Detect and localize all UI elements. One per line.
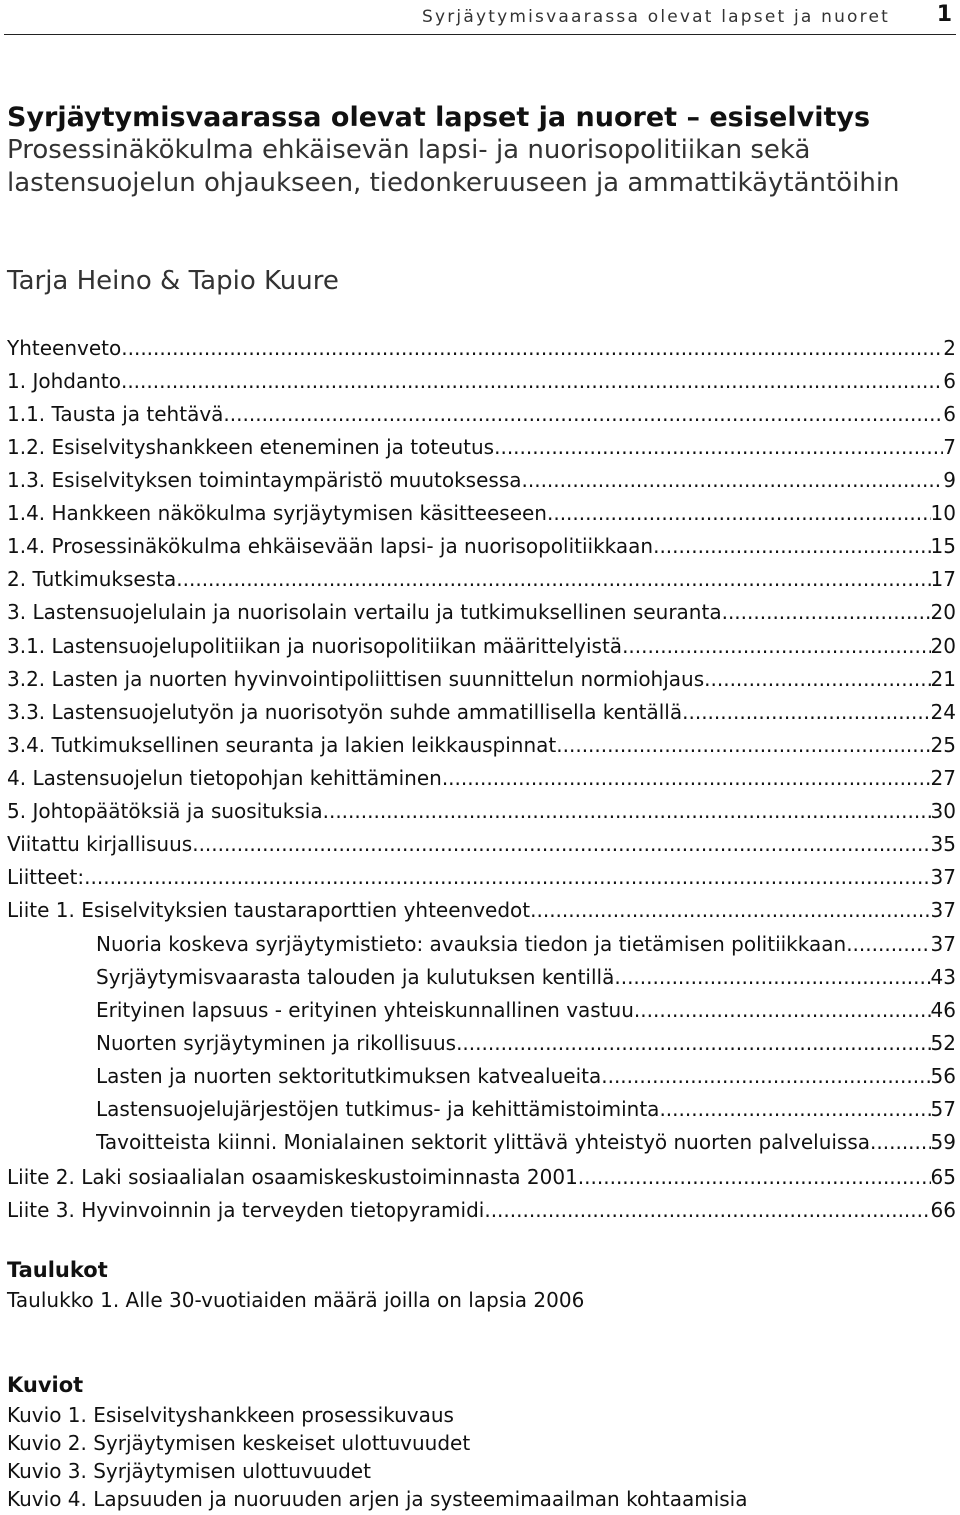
toc-entry-title: 1.4. Hankkeen näkökulma syrjäytymisen käsitteeseen (7, 501, 547, 525)
toc-entry[interactable] (7, 762, 956, 795)
toc-entry-page: 46 (930, 998, 956, 1022)
figure-list-item: Kuvio 2. Syrjäytymisen keskeiset ulottuvuudet (7, 1431, 471, 1455)
toc-entry-title: 3.4. Tutkimuksellinen seuranta ja lakien leikkauspinnat (7, 733, 557, 757)
figure-list-item: Kuvio 1. Esiselvityshankkeen prosessikuvaus (7, 1403, 454, 1427)
toc-entry-page: 43 (930, 965, 956, 989)
toc-entry[interactable] (7, 696, 956, 729)
toc-entry[interactable] (7, 563, 956, 596)
toc-entry-title: Lastensuojelujärjestöjen tutkimus- ja kehittämistoiminta (96, 1097, 660, 1121)
toc-leader-dots (192, 828, 930, 861)
toc-entry[interactable] (7, 431, 956, 464)
toc-leader-dots (578, 1161, 931, 1194)
toc-leader-dots (556, 729, 930, 762)
toc-entry-page: 56 (930, 1064, 956, 1088)
toc-entry[interactable] (7, 1161, 956, 1194)
toc-entry-page: 2 (943, 336, 956, 360)
toc-entry-title: 1.3. Esiselvityksen toimintaympäristö muutoksessa (7, 468, 522, 492)
toc-entry-page: 37 (930, 932, 956, 956)
toc-entry[interactable] (7, 497, 956, 530)
toc-entry[interactable] (7, 365, 956, 398)
toc-entry-page: 17 (930, 567, 956, 591)
running-title: Syrjäytymisvaarassa olevat lapset ja nuoret (421, 7, 890, 27)
toc-entry[interactable] (96, 961, 956, 994)
toc-entry-title: 5. Johtopäätöksiä ja suosituksia (7, 799, 323, 823)
toc-entry-title: 4. Lastensuojelun tietopohjan kehittäminen (7, 766, 442, 790)
toc-leader-dots (870, 1126, 931, 1159)
figure-list-item: Kuvio 4. Lapsuuden ja nuoruuden arjen ja systeemimaailman kohtaamisia (7, 1487, 748, 1511)
toc-leader-dots (456, 1027, 930, 1060)
toc-leader-dots (323, 795, 931, 828)
toc-entry[interactable] (7, 861, 956, 894)
toc-leader-dots (494, 431, 943, 464)
tables-heading: Taulukot (7, 1258, 108, 1282)
toc-entry-title: 1.2. Esiselvityshankkeen eteneminen ja toteutus (7, 435, 495, 459)
toc-entry-page: 25 (930, 733, 956, 757)
toc-entry[interactable] (96, 994, 956, 1027)
toc-leader-dots (722, 596, 931, 629)
toc-entry-page: 30 (930, 799, 956, 823)
toc-entry-title: Nuorten syrjäytyminen ja rikollisuus (96, 1031, 457, 1055)
toc-entry-page: 66 (930, 1198, 956, 1222)
toc-leader-dots (614, 961, 930, 994)
toc-leader-dots (84, 861, 930, 894)
toc-entry-page: 10 (930, 501, 956, 525)
title-block (7, 101, 947, 200)
toc-entry[interactable] (7, 530, 956, 563)
toc-entry-page: 57 (930, 1097, 956, 1121)
toc-entry-title: Liite 3. Hyvinvoinnin ja terveyden tietopyramidi (7, 1198, 485, 1222)
toc-entry-title: Viitattu kirjallisuus (7, 832, 193, 856)
toc-entry[interactable] (7, 630, 956, 663)
toc-entry-page: 21 (930, 667, 956, 691)
toc-entry-page: 35 (930, 832, 956, 856)
toc-entry-page: 52 (930, 1031, 956, 1055)
toc-entry-title: 2. Tutkimuksesta (7, 567, 177, 591)
running-header (0, 0, 960, 40)
toc-leader-dots (121, 365, 943, 398)
toc-entry[interactable] (7, 828, 956, 861)
toc-leader-dots (704, 663, 930, 696)
toc-entry-page: 9 (943, 468, 956, 492)
toc-entry[interactable] (7, 596, 956, 629)
toc-entry-title: 1.1. Tausta ja tehtävä (7, 402, 224, 426)
toc-entry-page: 20 (930, 600, 956, 624)
toc-entry-page: 37 (930, 898, 956, 922)
toc-entry[interactable] (96, 1126, 956, 1159)
toc-entry[interactable] (96, 1060, 956, 1093)
toc-entry[interactable] (7, 729, 956, 762)
toc-entry[interactable] (96, 1027, 956, 1060)
table-list-item: Taulukko 1. Alle 30-vuotiaiden määrä joilla on lapsia 2006 (7, 1288, 585, 1312)
toc-leader-dots (601, 1060, 930, 1093)
toc-entry[interactable] (7, 894, 956, 927)
toc-leader-dots (530, 894, 930, 927)
toc-entry-title: Yhteenveto (7, 336, 122, 360)
toc-leader-dots (442, 762, 931, 795)
toc-entry-title: 3.2. Lasten ja nuorten hyvinvointipoliittisen suunnittelun normiohjaus (7, 667, 705, 691)
document-subtitle-line-2: lastensuojelun ohjaukseen, tiedonkeruuseen ja ammattikäytäntöihin (7, 168, 900, 198)
toc-entry-page: 6 (943, 369, 956, 393)
toc-leader-dots (176, 563, 930, 596)
document-title: Syrjäytymisvaarassa olevat lapset ja nuoret – esiselvitys (7, 102, 871, 133)
header-rule (4, 34, 956, 35)
toc-entry-page: 6 (943, 402, 956, 426)
toc-leader-dots (622, 630, 930, 663)
toc-leader-dots (121, 332, 943, 365)
toc-entry-title: 1. Johdanto (7, 369, 121, 393)
toc-leader-dots (653, 530, 930, 563)
toc-entry-page: 37 (930, 865, 956, 889)
document-subtitle-line-1: Prosessinäkökulma ehkäisevän lapsi- ja nuorisopolitiikan sekä (7, 135, 811, 165)
toc-entry-page: 24 (930, 700, 956, 724)
toc-entry-title: Liite 1. Esiselvityksien taustaraporttien yhteenvedot (7, 898, 531, 922)
toc-leader-dots (659, 1093, 930, 1126)
toc-entry[interactable] (7, 663, 956, 696)
toc-entry-title: Nuoria koskeva syrjäytymistieto: avauksia tiedon ja tietämisen politiikkaan (96, 932, 847, 956)
toc-entry-title: Liite 2. Laki sosiaalialan osaamiskeskustoiminnasta 2001 (7, 1165, 578, 1189)
toc-leader-dots (547, 497, 931, 530)
toc-entry-title: Tavoitteista kiinni. Monialainen sektorit ylittävä yhteistyö nuorten palveluissa (96, 1130, 871, 1154)
toc-leader-dots (634, 994, 931, 1027)
toc-entry-title: 3.1. Lastensuojelupolitiikan ja nuorisopolitiikan määrittelyistä (7, 634, 623, 658)
toc-leader-dots (846, 928, 930, 961)
toc-entry-title: Syrjäytymisvaarasta talouden ja kulutuksen kentillä (96, 965, 615, 989)
toc-entry-title: Liitteet: (7, 865, 85, 889)
toc-entry[interactable] (96, 928, 956, 961)
toc-entry[interactable] (7, 398, 956, 431)
toc-entry[interactable] (7, 464, 956, 497)
toc-entry[interactable] (7, 1194, 956, 1227)
toc-leader-dots (522, 464, 944, 497)
toc-entry-page: 7 (943, 435, 956, 459)
toc-entry-page: 15 (930, 534, 956, 558)
toc-entry-title: 3.3. Lastensuojelutyön ja nuorisotyön suhde ammatillisella kentällä (7, 700, 683, 724)
authors: Tarja Heino & Tapio Kuure (7, 266, 339, 296)
toc-entry[interactable] (7, 332, 956, 365)
toc-leader-dots (223, 398, 943, 431)
toc-entry-page: 20 (930, 634, 956, 658)
page-number: 1 (936, 2, 952, 27)
toc-entry[interactable] (7, 795, 956, 828)
toc-leader-dots (682, 696, 930, 729)
toc-entry-title: Lasten ja nuorten sektoritutkimuksen katvealueita (96, 1064, 602, 1088)
toc-entry-page: 59 (930, 1130, 956, 1154)
toc-entry-title: Erityinen lapsuus - erityinen yhteiskunnallinen vastuu (96, 998, 634, 1022)
toc-entry-title: 3. Lastensuojelulain ja nuorisolain vertailu ja tutkimuksellinen seuranta (7, 600, 722, 624)
toc-leader-dots (484, 1194, 930, 1227)
figure-list-item: Kuvio 3. Syrjäytymisen ulottuvuudet (7, 1459, 371, 1483)
toc-entry[interactable] (96, 1093, 956, 1126)
toc-entry-page: 65 (930, 1165, 956, 1189)
toc-entry-page: 27 (930, 766, 956, 790)
figures-heading: Kuviot (7, 1373, 84, 1397)
toc-entry-title: 1.4. Prosessinäkökulma ehkäisevään lapsi- ja nuorisopolitiikkaan (7, 534, 654, 558)
